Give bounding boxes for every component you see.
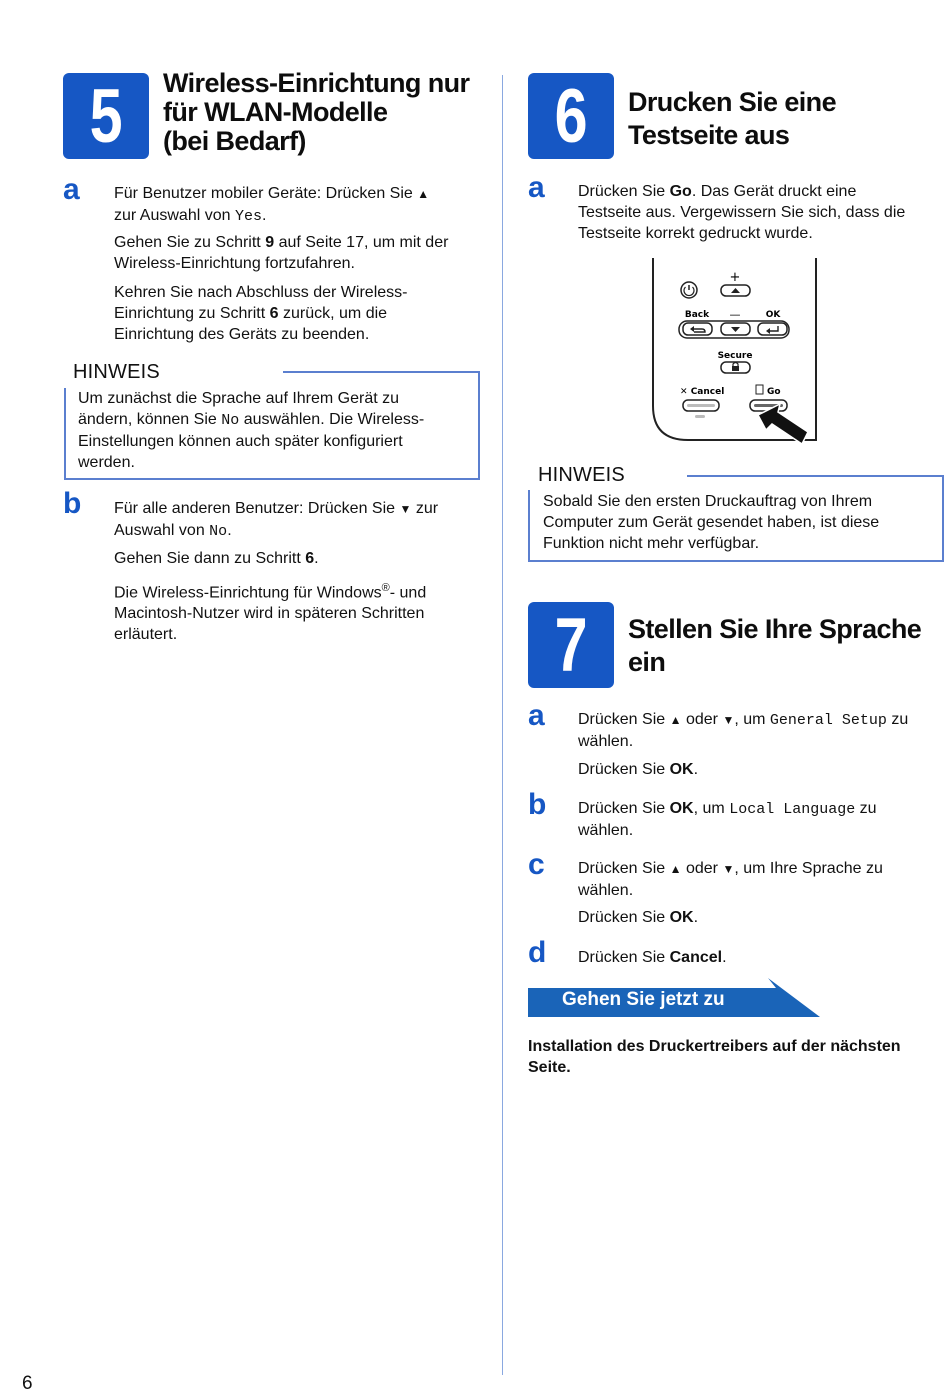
step-7-letter-c: c (528, 848, 545, 881)
up-arrow-icon: ▲ (669, 862, 682, 876)
step-6-letter-a: a (528, 171, 545, 204)
menu-local-language: Local Language (729, 801, 856, 818)
step-5-title (163, 69, 469, 156)
step-7a-paragraph-2: Drücken Sie OK. (578, 761, 699, 778)
down-arrow-icon: ▼ (722, 713, 735, 727)
step-5a-paragraph-2: Gehen Sie zu Schritt 9 auf Seite 17, um mit der Wireless-Einrichtung fortzufahren. (114, 234, 449, 272)
step-7c-paragraph-2: Drücken Sie OK. (578, 909, 699, 926)
step-7-title (628, 613, 921, 679)
step-6a-paragraph: Drücken Sie Go. Das Gerät druckt eine Testseite aus. Vergewissern Sie sich, dass die Testseite korrekt gedruckt wurde. (578, 183, 906, 242)
column-divider (502, 75, 503, 1375)
step-7a-paragraph-1: Drücken Sie ▲ oder ▼, um General Setup zu wählen. (578, 711, 909, 750)
step-6-number-box (528, 73, 614, 159)
step-5-note-text: Um zunächst die Sprache auf Ihrem Gerät zu ändern, können Sie No auswählen. Die Wireless- Einstellungen können auch später konfiguriert werden. (78, 390, 425, 471)
up-arrow-icon: ▲ (417, 187, 430, 201)
step-5b-paragraph-3: Die Wireless-Einrichtung für Windows®- und Macintosh-Nutzer wird in späteren Schritten erläutert. (114, 582, 427, 644)
back-label: Back (684, 310, 710, 320)
option-no: No (221, 412, 240, 429)
next-step-text: Installation des Druckertreibers auf der nächsten Seite. (528, 1038, 901, 1076)
minus-label: — (729, 308, 741, 321)
step-7-letter-b: b (528, 788, 547, 821)
step-7-letter-d: d (528, 936, 547, 969)
step-6-title (628, 86, 836, 152)
step-5-letter-b: b (63, 487, 82, 520)
step-5-title-line-3: (bei Bedarf) (163, 126, 306, 156)
step-5-note-title: HINWEIS (73, 361, 160, 383)
down-arrow-icon: ▼ (722, 862, 735, 876)
document-icon (756, 385, 763, 394)
ok-button (758, 323, 787, 335)
option-no: No (209, 523, 228, 540)
plus-label: + (729, 270, 741, 285)
step-5a-paragraph-1: Für Benutzer mobiler Geräte: Drücken Sie ▲ zur Auswahl von Yes. (114, 185, 430, 225)
step-6-title-line-2: Testseite aus (628, 120, 790, 150)
step-6-note-text: Sobald Sie den ersten Druckauftrag von Ihrem Computer zum Gerät gesendet haben, ist diese Funktion nicht mehr verfügbar. (543, 493, 880, 552)
cancel-label: ✕ Cancel (680, 387, 725, 397)
step-5-title-line-1: Wireless-Einrichtung nur (163, 68, 470, 98)
menu-general-setup: General Setup (769, 712, 887, 729)
step-5-number-box (63, 73, 149, 159)
step-7-letter-a: a (528, 699, 545, 732)
step-5-letter-a: a (63, 173, 80, 206)
step-5b-paragraph-2: Gehen Sie dann zu Schritt 6. (114, 550, 319, 567)
step-7b-paragraph: Drücken Sie OK, um Local Language zu wählen. (578, 800, 877, 839)
step-7-title-line-2: ein (628, 647, 666, 677)
secure-label: Secure (717, 351, 753, 361)
go-label: Go (767, 387, 781, 397)
control-panel-illustration (650, 256, 822, 448)
step-6-number: 6 (554, 73, 588, 159)
option-yes: Yes (234, 208, 262, 225)
step-6-note-title: HINWEIS (538, 464, 625, 486)
step-6-title-line-1: Drucken Sie eine (628, 87, 836, 117)
step-5b-paragraph-1: Für alle anderen Benutzer: Drücken Sie ▼ zur Auswahl von No. (114, 500, 439, 540)
down-arrow-icon: ▼ (399, 502, 412, 516)
goto-label: Gehen Sie jetzt zu (562, 989, 725, 1010)
page-number: 6 (22, 1373, 33, 1394)
step-5-title-line-2: für WLAN-Modelle (163, 97, 388, 127)
up-arrow-icon: ▲ (669, 713, 682, 727)
lock-icon (732, 366, 739, 371)
step-7-title-line-1: Stellen Sie Ihre Sprache (628, 614, 922, 644)
step-7-number: 7 (554, 602, 588, 688)
cancel-led (695, 415, 705, 418)
step-7-number-box (528, 602, 614, 688)
ok-label: OK (765, 310, 781, 320)
step-5a-paragraph-3: Kehren Sie nach Abschluss der Wireless- Einrichtung zu Schritt 6 zurück, um die Einrichtung des Geräts zu beenden. (114, 284, 408, 343)
step-7c-paragraph-1: Drücken Sie ▲ oder ▼, um Ihre Sprache zu wählen. (578, 860, 883, 899)
step-5-number: 5 (89, 73, 123, 159)
step-7d-paragraph: Drücken Sie Cancel. (578, 949, 727, 966)
